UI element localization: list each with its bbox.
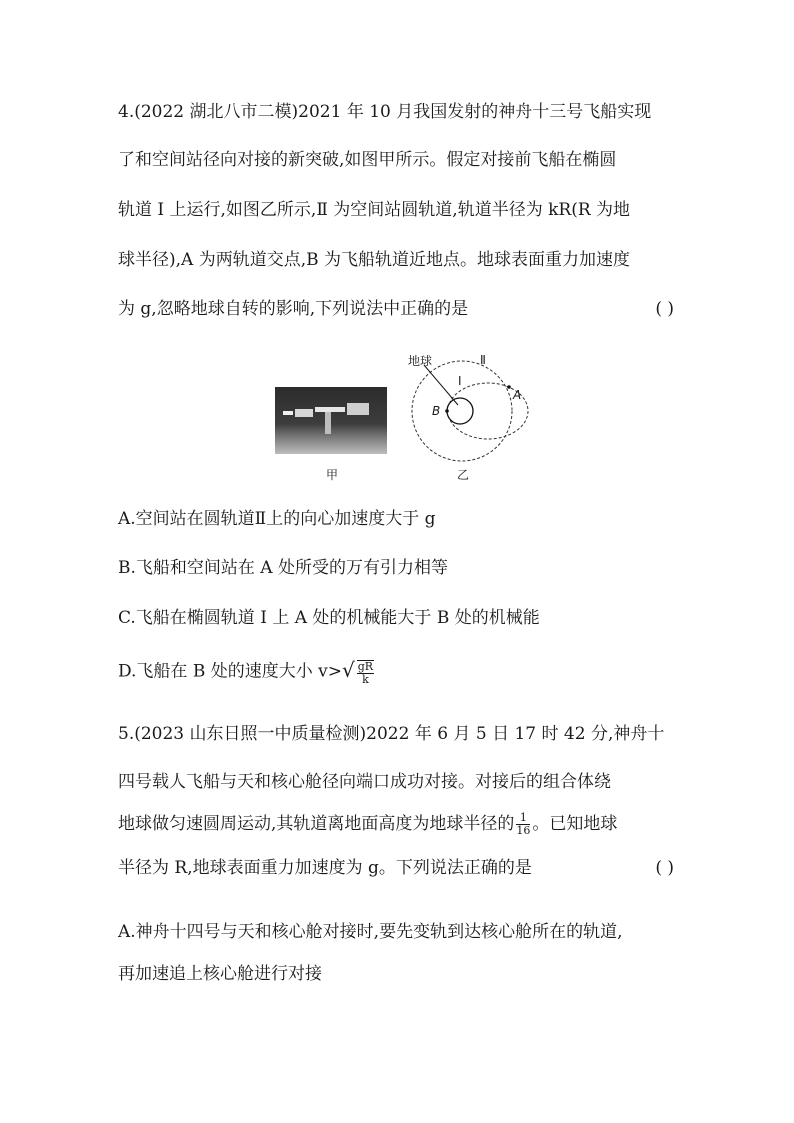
sqrt-numerator: gR <box>357 659 374 673</box>
earth-circle <box>447 398 473 424</box>
q4-line-4: 球半径),A 为两轨道交点,B 为飞船轨道近地点。地球表面重力加速度 <box>118 250 631 270</box>
q4-option-a: A.空间站在圆轨道Ⅱ上的向心加速度大于 g <box>118 509 436 529</box>
fraction-1-16 <box>516 812 530 837</box>
label-point-a: A <box>513 388 522 402</box>
fraction-denominator: 16 <box>516 824 531 837</box>
q5-line-3 <box>118 812 617 837</box>
q5-line-1: 5.(2023 山东日照一中质量检测)2022 年 6 月 5 日 17 时 42 分,神舟十 <box>118 724 665 744</box>
q4-option-b: B.飞船和空间站在 A 处所受的万有引力相等 <box>118 558 448 578</box>
q4-option-d <box>118 658 376 686</box>
fraction-numerator: 1 <box>516 812 530 825</box>
point-b-dot <box>445 409 449 413</box>
space-station-icon <box>275 387 387 454</box>
q5-line-2: 四号载人飞船与天和核心舱径向端口成功对接。对接后的组合体绕 <box>118 772 611 792</box>
label-earth: 地球 <box>408 354 433 368</box>
label-point-b: B <box>432 404 441 418</box>
q4-answer-paren: ( ) <box>655 299 674 319</box>
q5-option-a-line-2: 再加速追上核心舱进行对接 <box>118 964 322 984</box>
q4-line-2: 了和空间站径向对接的新突破,如图甲所示。假定对接前飞船在椭圆 <box>118 150 617 170</box>
caption-jia: 甲 <box>326 468 339 482</box>
q5-line-3-pre: 地球做匀速圆周运动,其轨道离地面高度为地球半径的 <box>118 814 515 834</box>
space-station-photo <box>275 387 387 454</box>
q5-option-a-line-1: A.神舟十四号与天和核心舱对接时,要先变轨到达核心舱所在的轨道, <box>118 922 623 942</box>
q5-line-3-post: 。已知地球 <box>532 814 618 834</box>
caption-yi: 乙 <box>457 468 470 482</box>
q5-answer-paren: ( ) <box>655 858 674 878</box>
q5-line-4: 半径为 R,地球表面重力加速度为 g。下列说法正确的是 <box>118 858 532 878</box>
q4-line-3: 轨道 Ⅰ 上运行,如图乙所示,Ⅱ 为空间站圆轨道,轨道半径为 kR(R 为地 <box>118 200 631 220</box>
q4-option-d-text: D.飞船在 B 处的速度大小 v> <box>118 661 342 682</box>
q4-line-1: 4.(2022 湖北八市二模)2021 年 10 月我国发射的神舟十三号飞船实现 <box>118 102 652 122</box>
point-a-dot <box>507 385 511 389</box>
label-orbit-1: Ⅰ <box>458 374 462 388</box>
sqrt-denominator: k <box>362 672 369 686</box>
q4-option-c: C.飞船在椭圆轨道 Ⅰ 上 A 处的机械能大于 B 处的机械能 <box>118 608 540 628</box>
earth-pointer-line <box>424 365 458 405</box>
label-orbit-2: Ⅱ <box>480 353 486 367</box>
q4-line-5: 为 g,忽略地球自转的影响,下列说法中正确的是 <box>118 299 469 319</box>
sqrt-expression: √ $\frac{gR}{k}$ <box>341 658 374 686</box>
